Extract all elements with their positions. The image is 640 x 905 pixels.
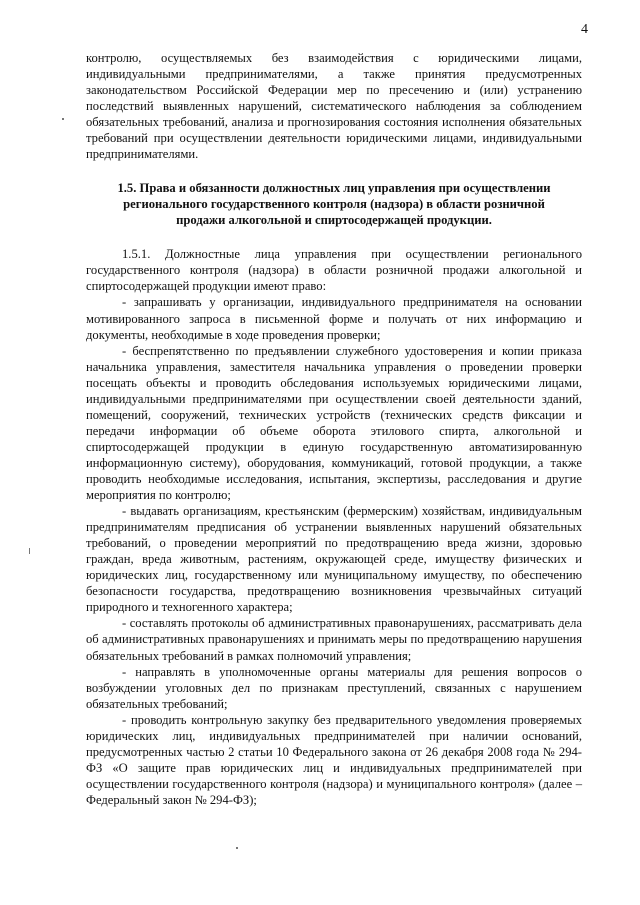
scan-speck xyxy=(236,847,238,849)
scan-speck xyxy=(62,118,64,120)
list-item: - выдавать организациям, крестьянским (фермерским) хозяйствам, индивидуальным предпринимателям предписания об устранении выявленных нарушений обязательных требований, о проведении мероприятий по предотвращению вреда жизни, здоровью граждан, вреда животным, растениям, окружающей среде, имуществу физических и юридических лиц, государственному или муниципальному имуществу, по обеспечению безопасности государства, предотвращению возникновения чрезвычайных ситуаций природного и техногенного характера; xyxy=(86,504,582,615)
section-intro: 1.5.1. Должностные лица управления при осуществлении регионального государственного контроля (надзора) в области розничной продажи алкогольной и спиртосодержащей продукции имеют право: xyxy=(86,247,582,294)
paragraph-continuation: контролю, осуществляемых без взаимодействия с юридическими лицами, индивидуальными предпринимателями, а также принятия предусмотренных законодательством Российской Федерации мер по пресечению и (или) устранению последствий выявленных нарушений, систематического наблюдения за соблюдением обязательных требований, анализа и прогнозирования состояния исполнения обязательных требований при осуществлении деятельности юридическими лицами, индивидуальными предпринимателями. xyxy=(86,51,582,162)
scan-speck xyxy=(29,548,30,554)
section-heading: 1.5. Права и обязанности должностных лиц управления при осуществлении регионального государственного контроля (надзора) в области розничной продажи алкогольной и спиртосодержащей продукции. xyxy=(117,181,551,228)
list-item: - запрашивать у организации, индивидуального предпринимателя на основании мотивированного запроса в письменной форме и получать от них информацию и документы, необходимые в ходе проведения проверки; xyxy=(86,295,582,342)
list-item: - направлять в уполномоченные органы материалы для решения вопросов о возбуждении уголовных дел по признакам преступлений, связанных с нарушением обязательных требований; xyxy=(86,664,582,711)
page-number: 4 xyxy=(581,22,588,37)
list-item: - беспрепятственно по предъявлении служебного удостоверения и копии приказа начальника управления, заместителя начальника управления о проведении проверки посещать объекты и проводить обследования используемых юридическими лицами, индивидуальными предпринимателями при осуществлении своей деятельности зданий, помещений, сооружений, технических устройств (технических средств фиксации и передачи информации об объеме оборота этилового спирта, алкогольной и спиртосодержащей продукции в единую государственную автоматизированную информационную систему), оборудования, коммуникаций, готовой продукции, а также проводить необходимые исследования, испытания, экспертизы, расследования и другие мероприятия по контролю; xyxy=(86,343,582,503)
document-body xyxy=(86,50,582,808)
list-item: - проводить контрольную закупку без предварительного уведомления проверяемых юридических лиц, индивидуальных предпринимателей при наличии оснований, предусмотренных частью 2 статьи 10 Федерального закона от 26 декабря 2008 года № 294-ФЗ «О защите прав юридических лиц и индивидуальных предпринимателей при осуществлении государственного контроля (надзора) и муниципального контроля» (далее – Федеральный закон № 294-ФЗ); xyxy=(86,712,582,807)
list-item: - составлять протоколы об административных правонарушениях, рассматривать дела об административных правонарушениях и принимать меры по предотвращению нарушения обязательных требований в рамках полномочий управления; xyxy=(86,616,582,663)
